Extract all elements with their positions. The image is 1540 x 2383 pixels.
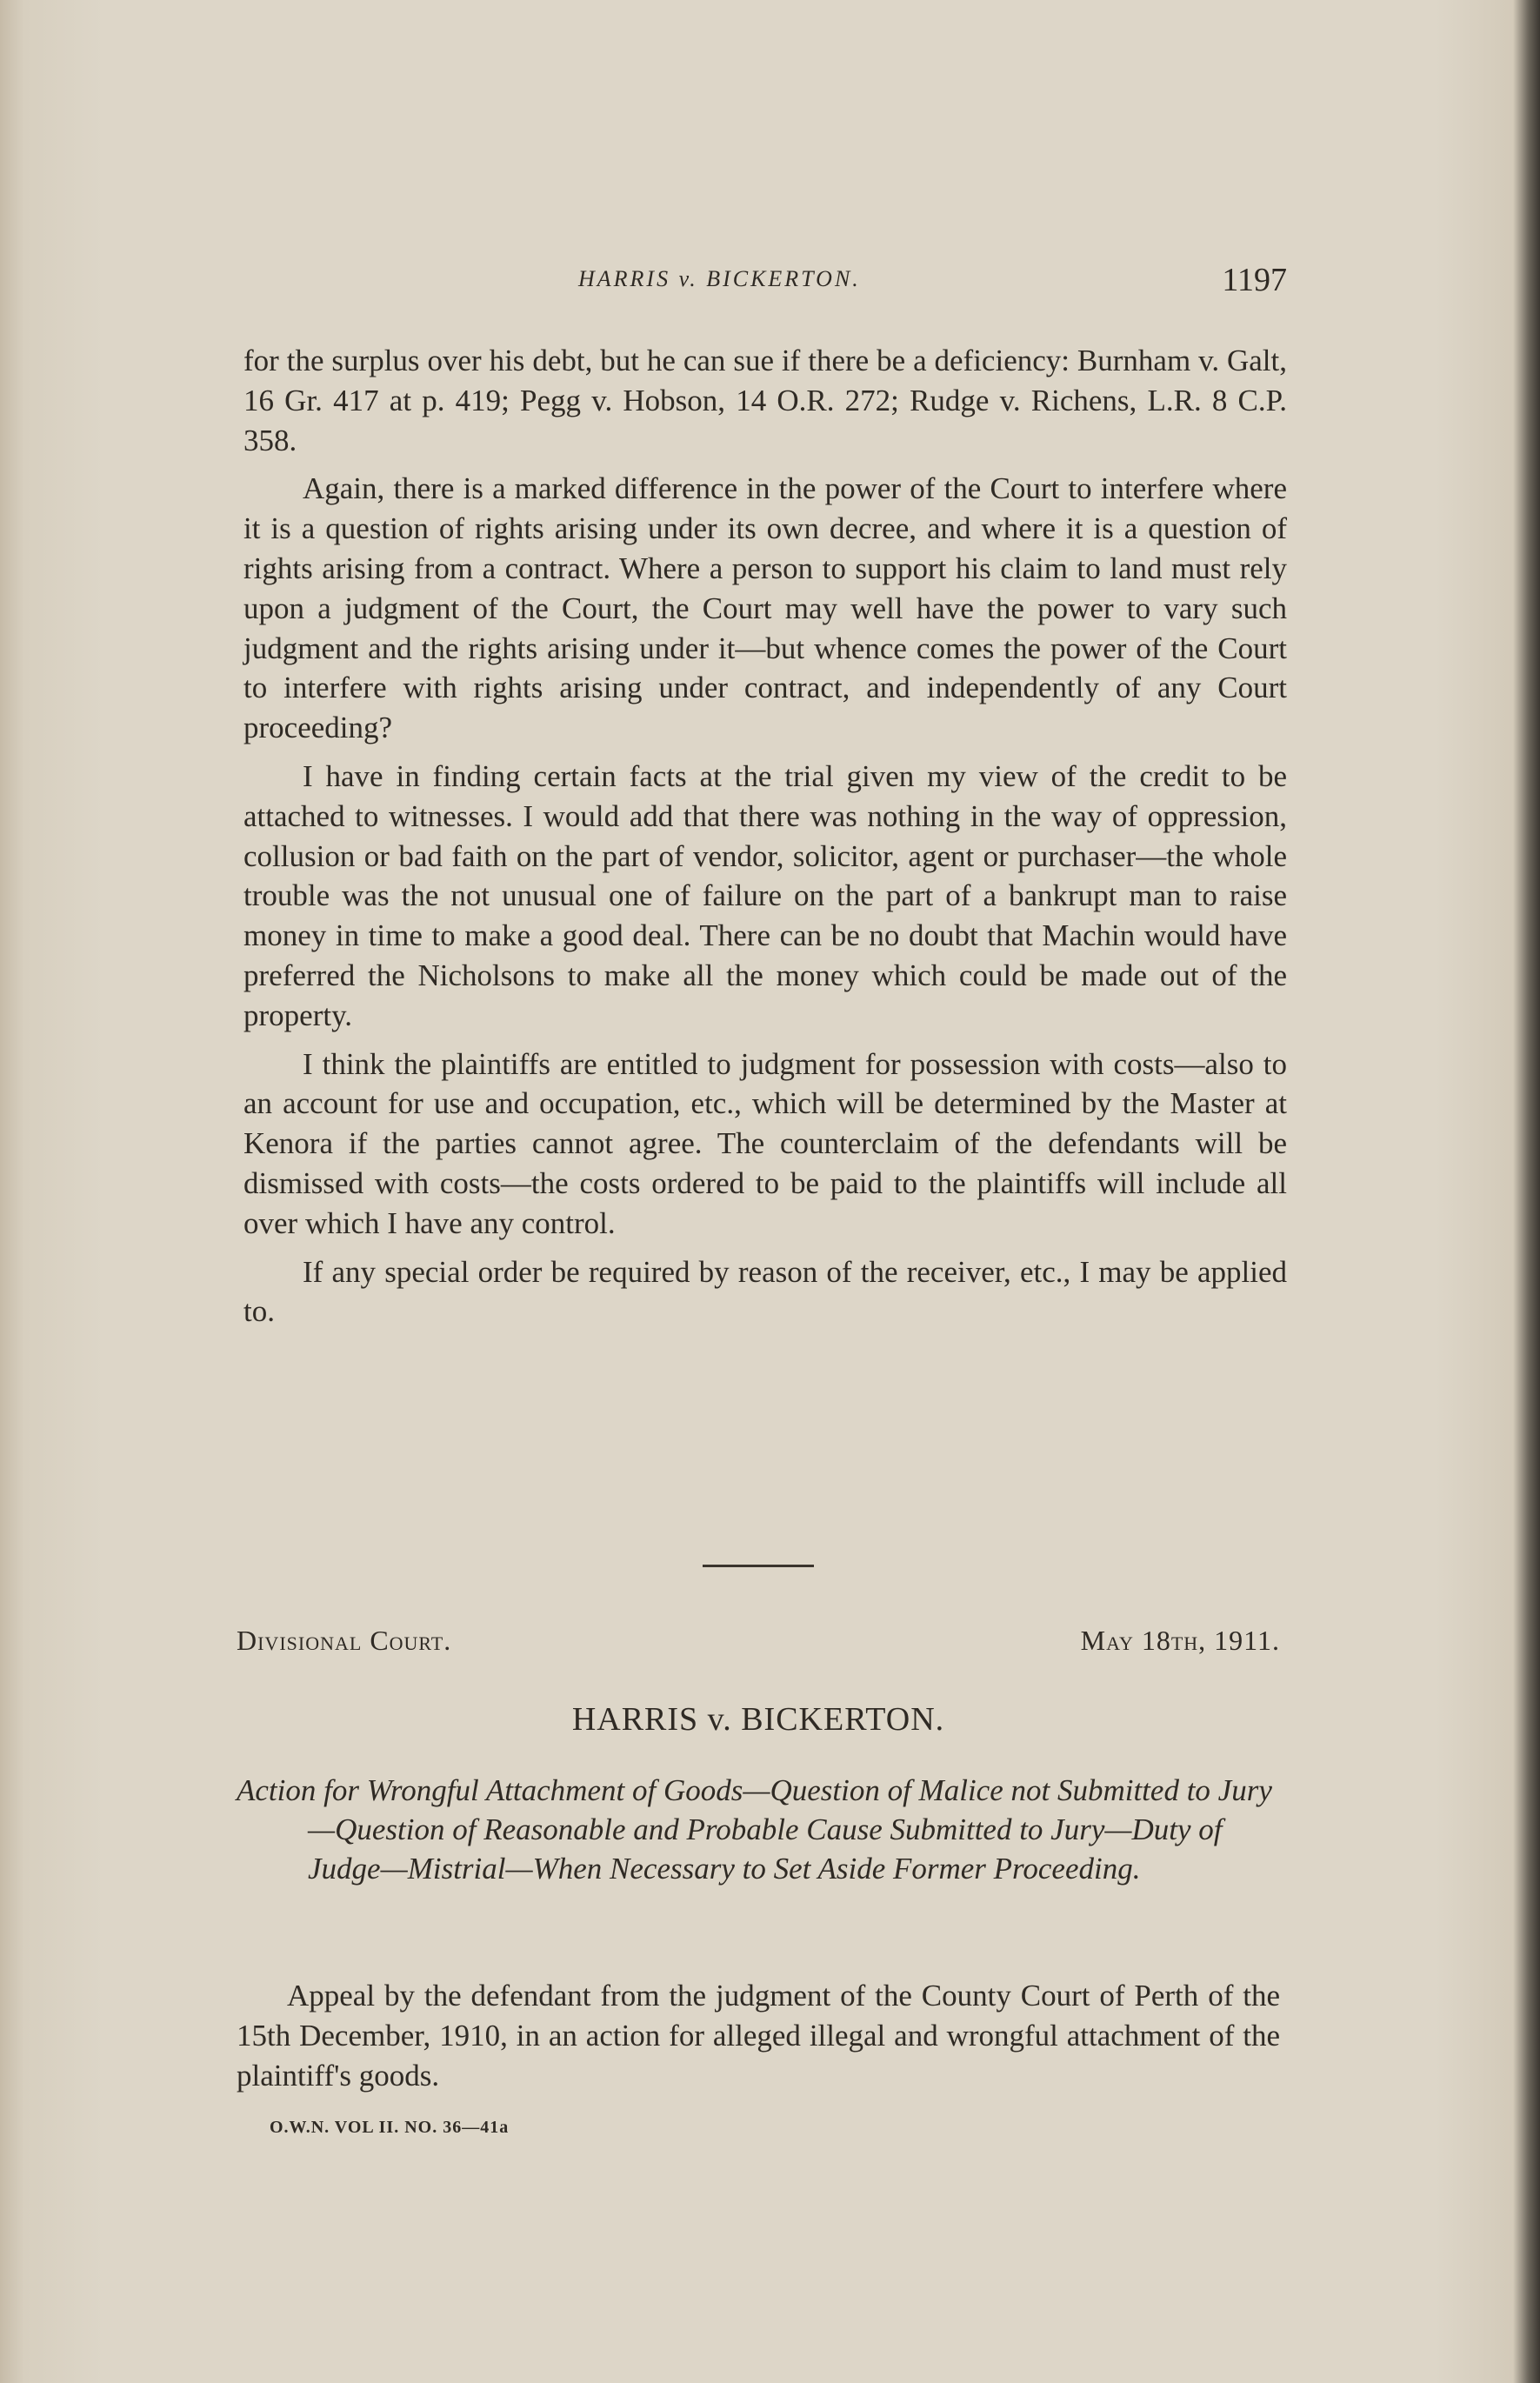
decision-date: May 18th, 1911. bbox=[1080, 1625, 1280, 1656]
judgment-text bbox=[243, 341, 1287, 1340]
paragraph: If any special order be required by reason of the receiver, etc., I may be applied to. bbox=[243, 1254, 1287, 1329]
case-title: HARRIS v. BICKERTON. bbox=[571, 1701, 945, 1738]
running-title: HARRIS v. BICKERTON. bbox=[578, 266, 861, 291]
paragraph: I think the plaintiffs are entitled to judgment for possession with costs—also to an account for use and occupation, etc., which will be determined by the Master at Kenora if the parties cannot agree. The counterclaim of the defendants will be dismissed with costs—the costs ordered to be paid to the plaintiffs will include all over which I have any control. bbox=[243, 1046, 1287, 1240]
signature-mark: O.W.N. VOL II. NO. 36—41a bbox=[270, 2118, 510, 2137]
paragraph-continuation: for the surplus over his debt, but he can sue if there be a deficiency: Burnham v. Galt, 16 Gr. 417 at p. 419; Pegg v. Hobson, 14 O.R. 272; Rudge v. Richens, L.R. 8 C.P. 358. bbox=[243, 344, 1287, 457]
headnote: Action for Wrongful Attachment of Goods—Question of Malice not Submitted to Jury—Question of Reasonable and Probable Cause Submitted to Jury—Duty of Judge—Mistrial—When Necessary to Set Aside Former Proceeding. bbox=[237, 1773, 1272, 1886]
court-name: Divisional Court. bbox=[237, 1625, 452, 1656]
appeal-paragraph: Appeal by the defendant from the judgment of the County Court of Perth of the 15th December, 1910, in an action for alleged illegal and wrongful attachment of the plaintiff's goods. bbox=[237, 1979, 1280, 2093]
running-head bbox=[243, 261, 1287, 313]
section-divider bbox=[703, 1565, 814, 1567]
paragraph: Again, there is a marked difference in the power of the Court to interfere where it is a question of rights arising under its own decree, and where it is a question of rights arising from a contract. Where a person to support his claim to land must rely upon a judgment of the Court, the Court may well have the power to vary such judgment and the rights arising under it—but whence comes the power of the Court to interfere with rights arising under contract, and independently of any Court proceeding? bbox=[243, 471, 1287, 745]
paragraph: I have in finding certain facts at the trial given my view of the credit to be attached to witnesses. I would add that there was nothing in the way of oppression, collusion or bad faith on the part of vendor, solicitor, agent or purchaser—the whole trouble was the not unusual one of failure on the part of a bankrupt man to raise money in time to make a good deal. There can be no doubt that Machin would have preferred the Nicholsons to make all the money which could be made out of the property. bbox=[243, 758, 1287, 1032]
court-line bbox=[237, 1625, 1280, 1668]
page-number: 1197 bbox=[1222, 262, 1287, 298]
